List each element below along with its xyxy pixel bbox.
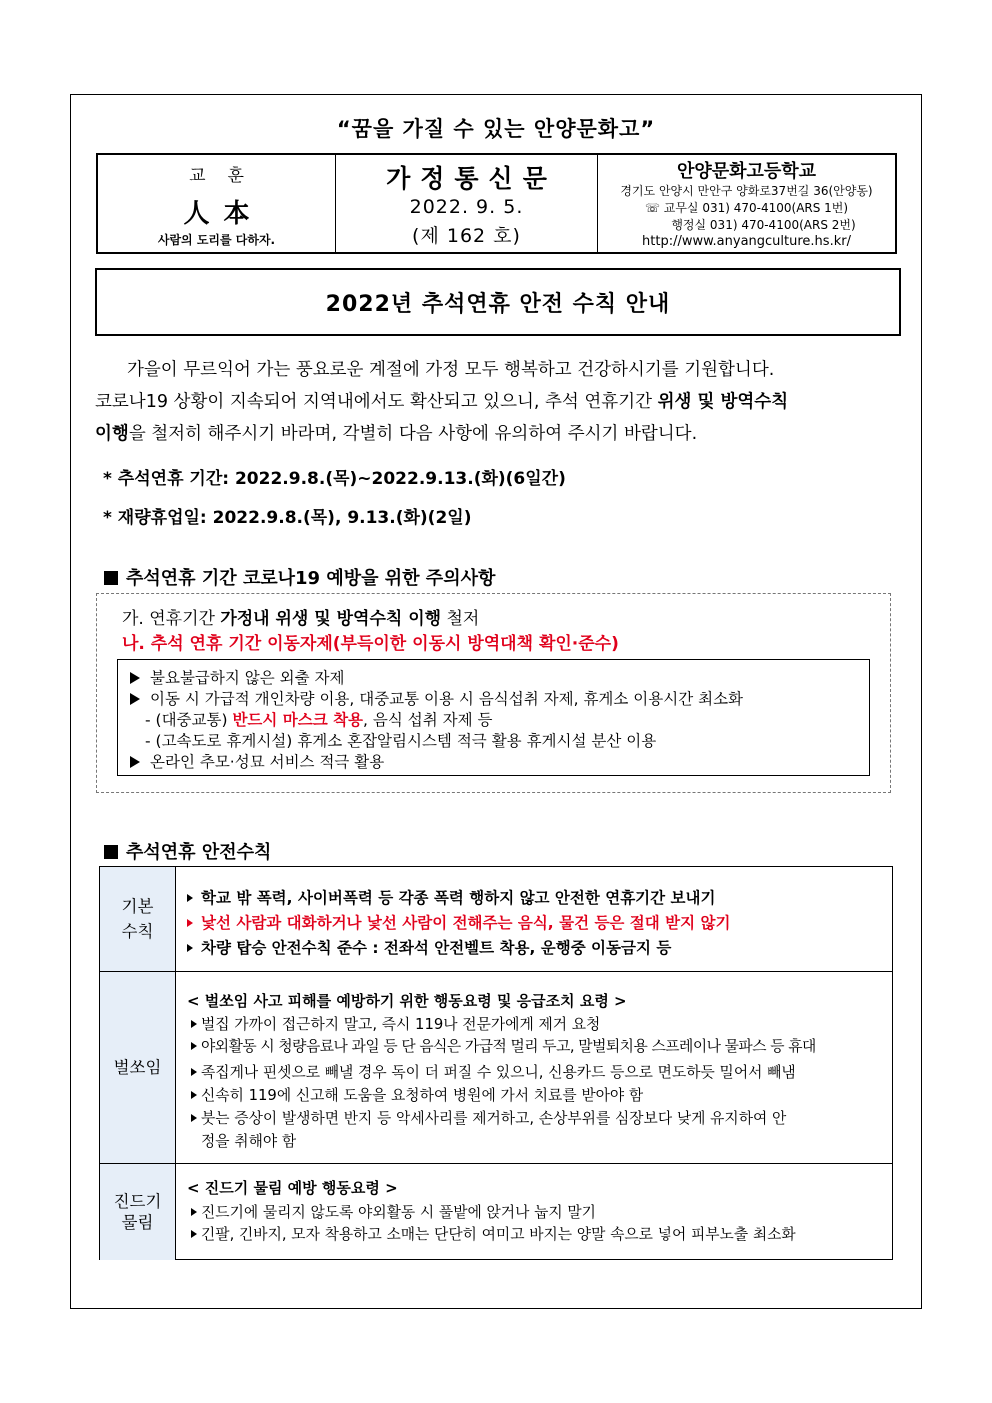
triangle-bullet-icon [130, 672, 140, 684]
ga-text: 가. 연휴기간 [122, 609, 221, 629]
square-bullet-icon [104, 571, 118, 585]
safety-section-heading [104, 838, 271, 864]
detail-text: 이동 시 가급적 개인차량 이용, 대중교통 이용 시 음식섭취 자제, 휴게소 이용시간 최소화 [150, 690, 744, 708]
bee-sting-label: 벌쏘임 [100, 972, 176, 1163]
item-text: 진드기에 물리지 않도록 야외활동 시 풀밭에 앉거나 눕지 말기 [201, 1204, 596, 1221]
triangle-bullet-icon [191, 1230, 197, 1238]
tick-bite-label [100, 1164, 176, 1260]
ga-text-end: 철저 [441, 609, 480, 629]
school-slogan: “꿈을 가질 수 있는 안양문화고” [336, 117, 656, 141]
bee-sting-item-5-cont: 정을 취해야 함 [201, 1133, 297, 1150]
basic-rule-3 [187, 936, 671, 958]
intro-text: 을 철저히 해주시기 바라며, 각별히 다음 사항에 유의하여 주시기 바랍니다. [128, 424, 698, 444]
item-text: 족집게나 핀셋으로 빼낼 경우 독이 더 퍼질 수 있으니, 신용카드 등으로 면도하듯 밀어서 빼냄 [201, 1064, 796, 1081]
intro-line-2 [95, 386, 901, 418]
motto-sub: 사람의 도리를 다하자. [157, 233, 276, 247]
triangle-bullet-icon [130, 756, 140, 768]
label-line: 기본 [121, 897, 154, 916]
basic-rules-body [177, 867, 892, 971]
square-bullet-icon [104, 845, 118, 859]
tick-bite-title: < 진드기 물림 예방 행동요령 > [187, 1179, 398, 1197]
bee-sting-body [177, 972, 892, 1163]
bee-sting-item-1 [191, 1013, 600, 1034]
covid-item-na: 나. 추석 연휴 기간 이동자제(부득이한 이동시 방역대책 확인·준수) [122, 634, 619, 654]
triangle-bullet-icon [187, 944, 193, 952]
item-text: 벌집 가까이 접근하지 말고, 즉시 119나 전문가에게 제거 요청 [201, 1016, 601, 1033]
school-contact [598, 155, 895, 252]
label-line: 진드기 [113, 1192, 162, 1211]
motto-main: 人本 [183, 199, 264, 229]
basic-rules-row [100, 867, 892, 972]
detail-text: 불요불급하지 않은 외출 자제 [150, 669, 345, 687]
covid-detail-3 [130, 750, 384, 772]
covid-item-ga [122, 604, 479, 629]
triangle-bullet-icon [191, 1208, 197, 1216]
school-address: 경기도 안양시 만안구 양화로37번길 36(안양동) [620, 184, 873, 198]
motto-label: 교훈 [189, 166, 266, 186]
bee-sting-item-3 [191, 1061, 796, 1082]
item-text: 붓는 증상이 발생하면 반지 등 악세사리를 제거하고, 손상부위를 심장보다 낮게 유지하여 안 [201, 1110, 787, 1127]
school-motto [98, 155, 336, 252]
newsletter-info [336, 155, 598, 252]
sub-text-end: , 음식 섭취 자제 등 [363, 711, 493, 729]
document-title: 2022년 추석연휴 안전 수칙 안내 [95, 268, 901, 336]
basic-rule-1 [187, 886, 715, 908]
intro-paragraph [95, 354, 901, 450]
school-name: 안양문화고등학교 [676, 161, 817, 182]
heading-text: 추석연휴 기간 코로나19 예방을 위한 주의사항 [126, 568, 496, 589]
covid-section-heading [104, 564, 495, 590]
triangle-bullet-icon [191, 1020, 197, 1028]
triangle-bullet-icon [187, 919, 193, 927]
newsletter-date: 2022. 9. 5. [409, 196, 524, 218]
newsletter-issue: (제 162 호) [412, 225, 521, 247]
intro-emphasis: 위생 및 방역수칙 [657, 392, 789, 412]
school-url[interactable]: http://www.anyangculture.hs.kr/ [642, 234, 851, 249]
covid-detail-sub-1 [145, 708, 492, 730]
label-line: 수칙 [121, 922, 154, 941]
tick-bite-row [100, 1164, 892, 1260]
tick-bite-item-1 [191, 1201, 596, 1222]
bee-sting-row [100, 972, 892, 1164]
school-tel-office: ☏ 교무실 031) 470-4100(ARS 1번) [644, 201, 849, 215]
triangle-bullet-icon [130, 693, 140, 705]
rule-text: 낯선 사람과 대화하거나 낯선 사람이 전해주는 음식, 물건 등은 절대 받지 않기 [201, 914, 731, 932]
covid-detail-2 [130, 687, 743, 709]
heading-text: 추석연휴 안전수칙 [126, 842, 272, 863]
rule-text: 차량 탑승 안전수칙 준수 : 전좌석 안전벨트 착용, 운행중 이동금지 등 [201, 939, 672, 957]
intro-text: 코로나19 상황이 지속되어 지역내에서도 확산되고 있으니, 추석 연휴기간 [95, 392, 658, 412]
covid-detail-sub-2: - (고속도로 휴게시설) 휴게소 혼잡알림시스템 적극 활용 휴게시설 분산 이용 [145, 732, 657, 750]
basic-rule-2 [187, 911, 730, 933]
intro-line-3 [95, 418, 901, 450]
triangle-bullet-icon [191, 1068, 197, 1076]
discretionary-days: * 재량휴업일: 2022.9.8.(목), 9.13.(화)(2일) [103, 508, 472, 528]
covid-detail-1 [130, 666, 344, 688]
triangle-bullet-icon [191, 1114, 197, 1122]
tick-bite-item-2 [191, 1223, 796, 1244]
detail-text: 온라인 추모·성묘 서비스 적극 활용 [150, 753, 385, 771]
item-text: 야외활동 시 청량음료나 과일 등 단 음식은 가급적 멀리 두고, 말벌퇴치용 스프레이나 물파스 등 휴대 [201, 1038, 816, 1055]
school-tel-admin: 행정실 031) 470-4100(ARS 2번) [671, 218, 856, 232]
intro-emphasis: 이행 [95, 424, 129, 444]
tick-bite-body [177, 1164, 892, 1260]
rule-text: 학교 밖 폭력, 사이버폭력 등 각종 폭력 행하지 않고 안전한 연휴기간 보내기 [201, 889, 716, 907]
holiday-period: * 추석연휴 기간: 2022.9.8.(목)~2022.9.13.(화)(6일간) [103, 469, 566, 489]
sub-emphasis: 반드시 마스크 착용 [232, 711, 364, 729]
item-text: 긴팔, 긴바지, 모자 착용하고 소매는 단단히 여미고 바지는 양말 속으로 넣어 피부노출 최소화 [201, 1226, 796, 1243]
sub-text: - (대중교통) [145, 711, 233, 729]
bee-sting-item-4 [191, 1084, 643, 1105]
basic-rules-label [100, 867, 176, 971]
triangle-bullet-icon [187, 894, 193, 902]
label-line: 물림 [121, 1213, 154, 1232]
triangle-bullet-icon [191, 1042, 197, 1050]
item-text: 신속히 119에 신고해 도움을 요청하여 병원에 가서 치료를 받아야 함 [201, 1087, 644, 1104]
safety-rules-table [99, 866, 893, 1260]
bee-sting-item-2 [191, 1035, 816, 1056]
bee-sting-title: < 벌쏘임 사고 피해를 예방하기 위한 행동요령 및 응급조치 요령 > [187, 992, 627, 1010]
intro-line-1: 가을이 무르익어 가는 풍요로운 계절에 가정 모두 행복하고 건강하시기를 기원합니다. [127, 360, 775, 380]
bee-sting-item-5 [191, 1107, 786, 1128]
ga-emphasis: 가정내 위생 및 방역수칙 이행 [220, 609, 442, 629]
triangle-bullet-icon [191, 1091, 197, 1099]
newsletter-title: 가정통신문 [386, 164, 557, 193]
newsletter-header [96, 153, 897, 254]
